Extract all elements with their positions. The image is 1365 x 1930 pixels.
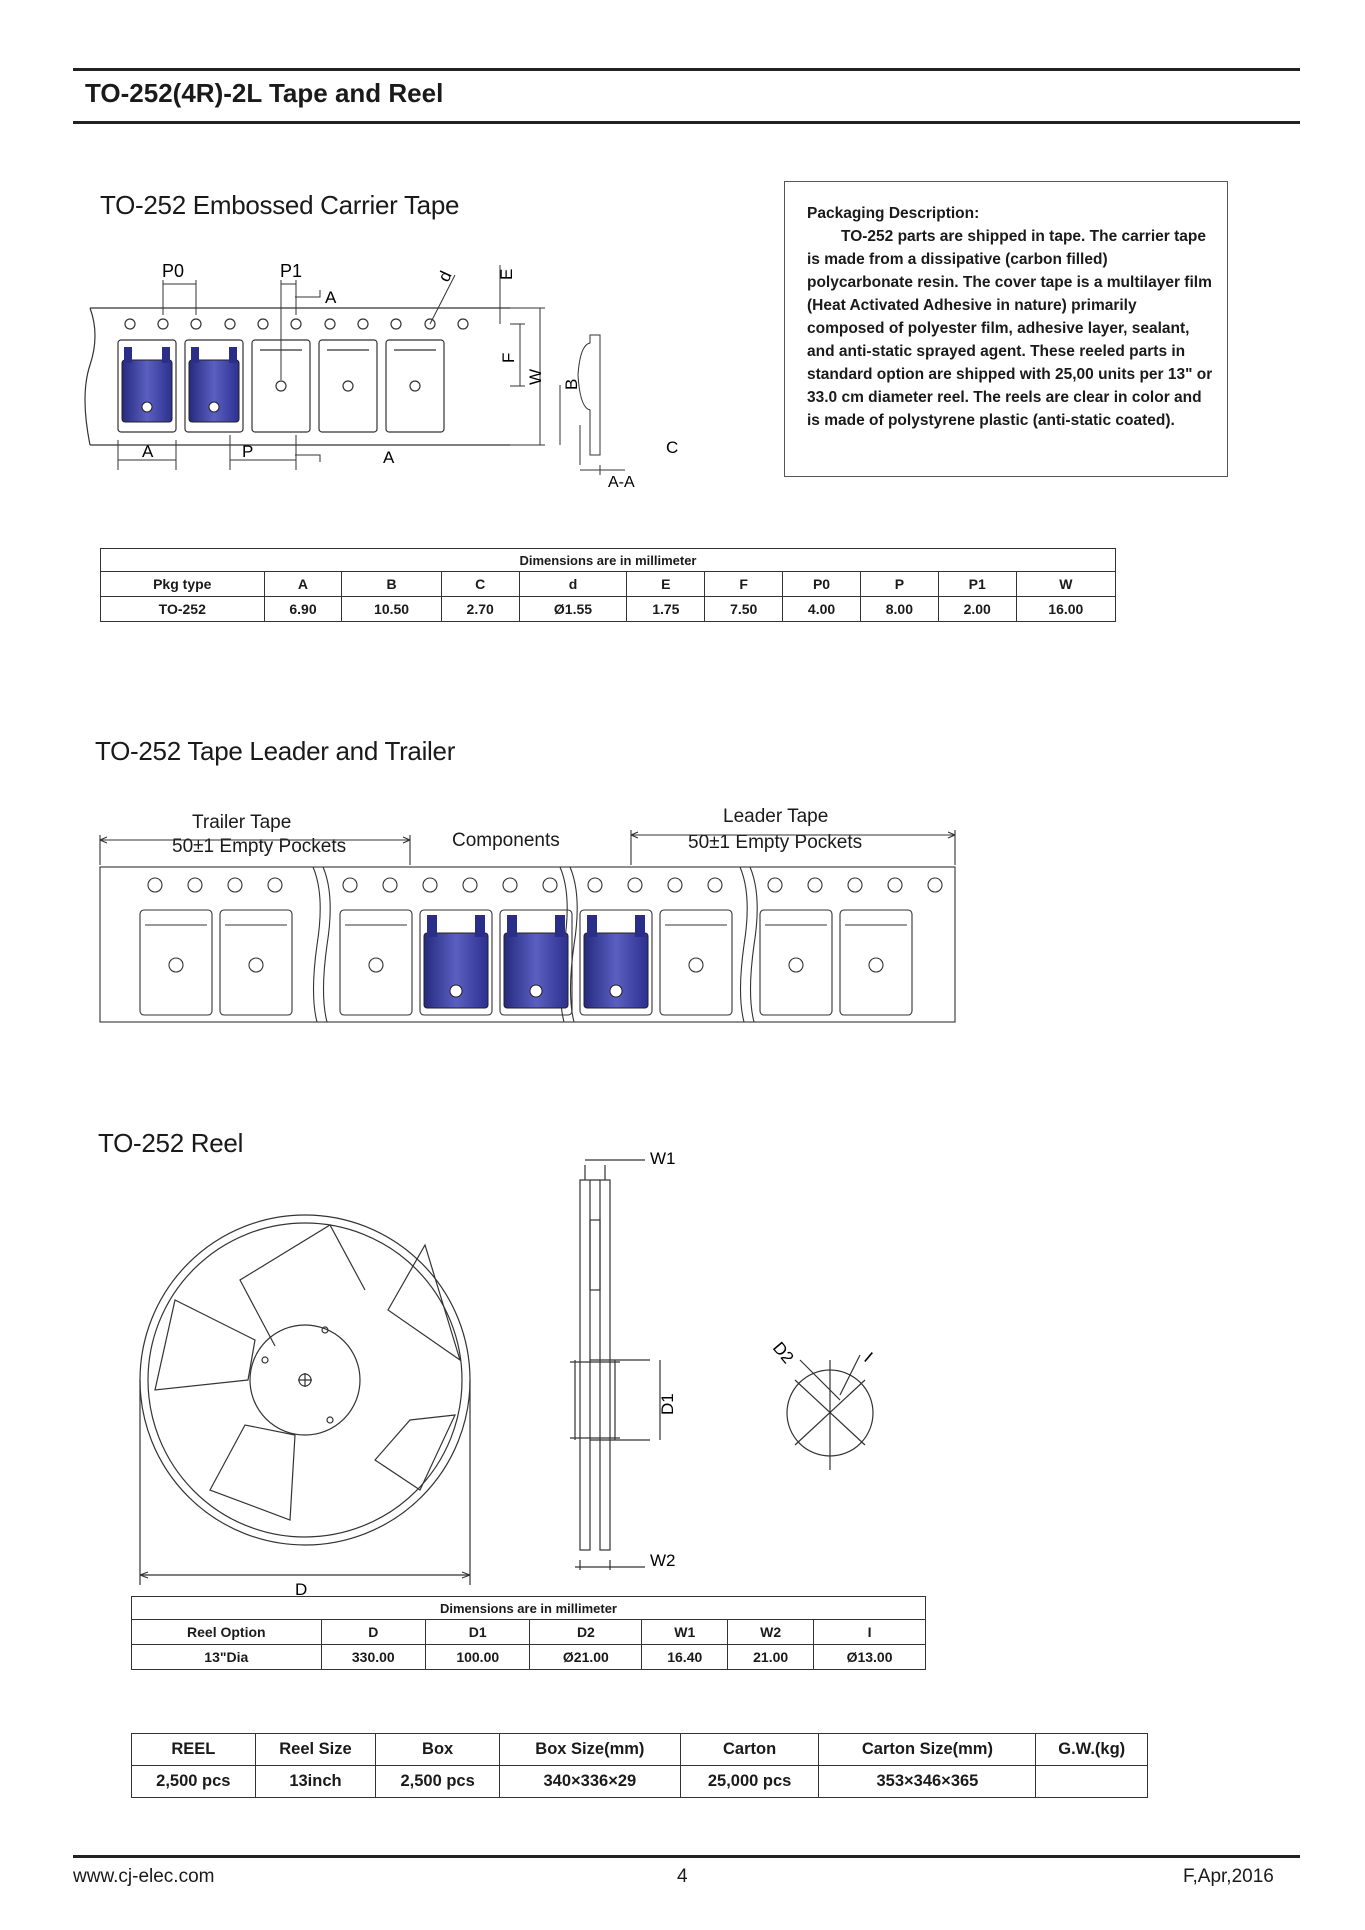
reel-cell: 330.00 xyxy=(321,1645,425,1670)
carrier-tape-title: TO-252 Embossed Carrier Tape xyxy=(100,190,460,220)
reel-header-cell: D1 xyxy=(426,1620,530,1645)
components-label: Components xyxy=(452,830,560,851)
label-p: P xyxy=(242,442,254,461)
shipping-header-cell: Box Size(mm) xyxy=(499,1734,680,1766)
reel-dimension-table xyxy=(131,1596,926,1670)
label-w1: W1 xyxy=(650,1149,676,1168)
trailer-pockets-label: 50±1 Empty Pockets xyxy=(172,836,347,857)
trailer-tape-label: Trailer Tape xyxy=(192,812,292,833)
shipping-header-cell: Box xyxy=(376,1734,500,1766)
tape-header-cell: B xyxy=(342,572,441,597)
reel-cell: Ø21.00 xyxy=(530,1645,642,1670)
header-bottom-rule xyxy=(73,121,1300,124)
leader-trailer-diagram xyxy=(95,815,965,1030)
leader-trailer-title: TO-252 Tape Leader and Trailer xyxy=(95,736,456,766)
tape-table-header-row xyxy=(101,572,1116,597)
reel-cell: Ø13.00 xyxy=(814,1645,926,1670)
shipping-header-cell: REEL xyxy=(132,1734,256,1766)
tape-header-cell: E xyxy=(627,572,705,597)
shipping-cell: 2,500 pcs xyxy=(132,1766,256,1798)
reel-table-row xyxy=(132,1645,926,1670)
label-c: C xyxy=(666,438,679,457)
label-f: F xyxy=(499,352,518,363)
shipping-row xyxy=(132,1766,1148,1798)
shipping-header-cell: G.W.(kg) xyxy=(1036,1734,1148,1766)
shipping-cell: 2,500 pcs xyxy=(376,1766,500,1798)
carrier-tape-diagram xyxy=(80,235,700,500)
tape-header-cell: W xyxy=(1016,572,1115,597)
label-i: I xyxy=(860,1348,877,1367)
shipping-header-cell: Reel Size xyxy=(255,1734,376,1766)
shipping-table xyxy=(131,1733,1148,1798)
reel-header-cell: W1 xyxy=(642,1620,728,1645)
tape-cell: 4.00 xyxy=(783,597,861,622)
page-title: TO-252(4R)-2L Tape and Reel xyxy=(85,78,444,108)
shipping-header-row xyxy=(132,1734,1148,1766)
tape-cell: 16.00 xyxy=(1016,597,1115,622)
tape-cell: Ø1.55 xyxy=(519,597,627,622)
tape-header-cell: d xyxy=(519,572,627,597)
label-a-left: A xyxy=(142,442,154,461)
packaging-description-text: TO-252 parts are shipped in tape. The carrier tape is made from a dissipative (carbon filled) polycarbonate resin. The cover tape is a multilayer film (Heat Activated Adhesive in nature) primarily composed of polyester film, adhesive layer, sealant, and anti-static sprayed agent. These reeled parts in standard option are shipped with 25,00 units per 13" or 33.0 cm diameter reel. The reels are clear in color and is made of polystyrene plastic (anti-static coated). xyxy=(807,228,1213,429)
tape-cell: TO-252 xyxy=(101,597,265,622)
tape-dimension-table xyxy=(100,548,1116,622)
label-p1: P1 xyxy=(280,261,303,281)
tape-table-row xyxy=(101,597,1116,622)
leader-tape-label: Leader Tape xyxy=(723,806,829,827)
label-a-top: A xyxy=(325,288,337,307)
tape-cell: 2.70 xyxy=(441,597,519,622)
tape-cell: 7.50 xyxy=(705,597,783,622)
shipping-cell: 13inch xyxy=(255,1766,376,1798)
shipping-cell xyxy=(1036,1766,1148,1798)
reel-header-cell: Reel Option xyxy=(132,1620,322,1645)
label-a-bottom: A xyxy=(383,448,395,467)
packaging-description-box xyxy=(784,181,1228,477)
reel-title: TO-252 Reel xyxy=(98,1128,244,1158)
reel-cell: 13"Dia xyxy=(132,1645,322,1670)
footer-website[interactable]: www.cj-elec.com xyxy=(73,1866,215,1887)
footer-rule xyxy=(73,1855,1300,1858)
tape-header-cell: P1 xyxy=(938,572,1016,597)
leader-pockets-label: 50±1 Empty Pockets xyxy=(688,832,863,853)
label-d: d xyxy=(434,268,456,285)
tape-header-cell: A xyxy=(264,572,342,597)
label-d2: D2 xyxy=(768,1338,798,1368)
tape-header-cell: Pkg type xyxy=(101,572,265,597)
footer-page-number: 4 xyxy=(677,1866,688,1887)
tape-cell: 6.90 xyxy=(264,597,342,622)
shipping-cell: 353×346×365 xyxy=(819,1766,1036,1798)
tape-header-cell: P0 xyxy=(783,572,861,597)
label-d1: D1 xyxy=(658,1393,677,1415)
tape-cell: 8.00 xyxy=(860,597,938,622)
tape-cell: 2.00 xyxy=(938,597,1016,622)
tape-cell: 1.75 xyxy=(627,597,705,622)
tape-header-cell: C xyxy=(441,572,519,597)
reel-header-cell: W2 xyxy=(728,1620,814,1645)
tape-cell: 10.50 xyxy=(342,597,441,622)
packaging-description-label: Packaging Description: xyxy=(807,205,980,222)
tape-header-cell: F xyxy=(705,572,783,597)
shipping-cell: 340×336×29 xyxy=(499,1766,680,1798)
label-section-aa: A-A xyxy=(608,474,635,491)
label-w: W xyxy=(526,368,545,385)
shipping-header-cell: Carton Size(mm) xyxy=(819,1734,1036,1766)
shipping-cell: 25,000 pcs xyxy=(680,1766,819,1798)
shipping-header-cell: Carton xyxy=(680,1734,819,1766)
reel-cell: 16.40 xyxy=(642,1645,728,1670)
label-e: E xyxy=(497,268,516,280)
tape-header-cell: P xyxy=(860,572,938,597)
reel-table-header-row xyxy=(132,1620,926,1645)
label-w2: W2 xyxy=(650,1551,676,1570)
label-b: B xyxy=(562,378,581,390)
reel-header-cell: D2 xyxy=(530,1620,642,1645)
reel-diagram xyxy=(120,1130,920,1595)
header-top-rule xyxy=(73,68,1300,71)
reel-header-cell: D xyxy=(321,1620,425,1645)
reel-header-cell: I xyxy=(814,1620,926,1645)
tape-table-caption: Dimensions are in millimeter xyxy=(101,549,1116,572)
label-d: D xyxy=(295,1580,308,1595)
reel-cell: 100.00 xyxy=(426,1645,530,1670)
reel-table-caption: Dimensions are in millimeter xyxy=(132,1597,926,1620)
footer-revision: F,Apr,2016 xyxy=(1183,1866,1274,1887)
label-p0: P0 xyxy=(162,261,185,281)
reel-cell: 21.00 xyxy=(728,1645,814,1670)
